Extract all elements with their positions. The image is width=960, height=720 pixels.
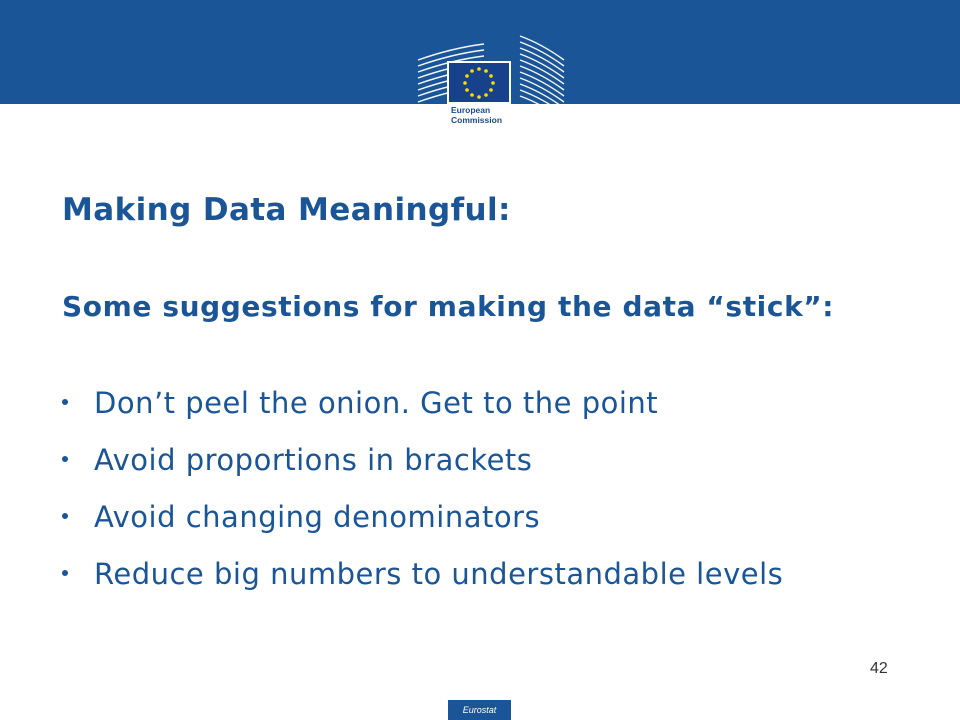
logo-line-2: Commission [451, 115, 503, 125]
bullet-text: Don’t peel the onion. Get to the point [94, 386, 659, 420]
bullet-list [62, 384, 862, 594]
eurostat-badge: Eurostat [448, 700, 511, 720]
slide-title: Making Data Meaningful: [62, 192, 511, 228]
logo-wordmark [448, 102, 511, 136]
bullet-text: Avoid proportions in brackets [94, 443, 533, 477]
bullet-item [62, 384, 862, 423]
bullet-text: Reduce big numbers to understandable levels [94, 557, 784, 591]
bullet-item [62, 441, 862, 480]
bullet-dot-icon [62, 399, 68, 405]
bullet-dot-icon [62, 570, 68, 576]
bullet-dot-icon [62, 513, 68, 519]
logo-line-1: European [451, 105, 491, 115]
slide-intro: Some suggestions for making the data “stick”: [62, 290, 835, 323]
bullet-text: Avoid changing denominators [94, 500, 541, 534]
page-number: 42 [870, 660, 888, 677]
bullet-item [62, 498, 862, 537]
bullet-item [62, 555, 862, 594]
bullet-dot-icon [62, 456, 68, 462]
